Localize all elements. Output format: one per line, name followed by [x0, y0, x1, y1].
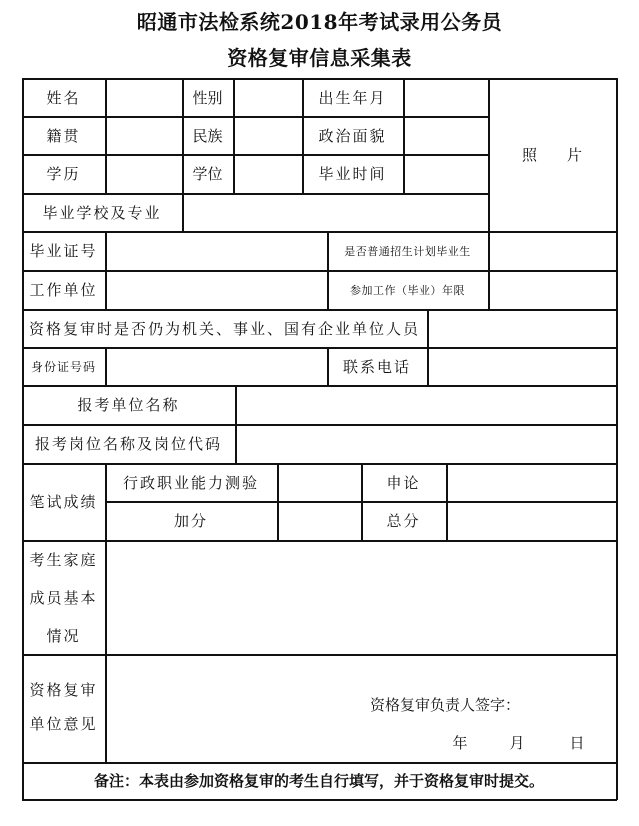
- written-score-label: 笔试成绩: [29, 493, 98, 511]
- degree-label: 学位: [192, 165, 223, 183]
- education-label: 学历: [46, 165, 81, 183]
- family-label: [22, 540, 105, 654]
- diploma-no-label: 毕业证号: [29, 242, 98, 260]
- phone-label: 联系电话: [342, 357, 411, 376]
- work-unit-label: 工作单位: [29, 281, 98, 299]
- political-status-field[interactable]: [403, 116, 488, 154]
- still-employed-label: 资格复审时是否仍为机关、事业、国有企业单位人员: [28, 319, 420, 338]
- still-employed-field[interactable]: [427, 309, 616, 347]
- apply-post-field[interactable]: [235, 424, 616, 463]
- reviewer-signature-label: 资格复审负责人签字：: [370, 695, 521, 714]
- ethnicity-label: 民族: [192, 126, 223, 145]
- school-major-field[interactable]: [182, 193, 488, 231]
- id-no-field[interactable]: [105, 347, 327, 385]
- essay-field[interactable]: [446, 463, 616, 501]
- id-no-label: 身份证号码: [30, 359, 96, 374]
- work-years-label: 参加工作（毕业）年限: [350, 283, 465, 297]
- date-day-label: 日: [569, 733, 585, 752]
- degree-field[interactable]: [233, 154, 302, 193]
- political-status-label: 政治面貌: [318, 126, 387, 145]
- date-month-label: 月: [509, 733, 525, 752]
- date-year-label: 年: [452, 733, 468, 752]
- grid-line: [22, 799, 617, 801]
- review-opinion-label: [22, 654, 105, 762]
- birth-label: 出生年月: [318, 88, 387, 107]
- graduation-time-field[interactable]: [403, 154, 488, 193]
- regular-plan-label: 是否普通招生计划毕业生: [344, 244, 471, 258]
- school-major-label: 毕业学校及专业: [42, 203, 162, 222]
- bonus-label: 加分: [173, 512, 208, 530]
- review-opinion-label-line1: 资格复审: [29, 680, 98, 699]
- remark-note: 备注：本表由参加资格复审的考生自行填写，并于资格复审时提交。: [93, 772, 544, 790]
- form-title-line2: 资格复审信息采集表: [227, 46, 412, 70]
- bonus-field[interactable]: [277, 501, 361, 540]
- family-label-line3: 情况: [46, 626, 81, 645]
- phone-field[interactable]: [427, 347, 616, 385]
- education-field[interactable]: [105, 154, 182, 193]
- regular-plan-field[interactable]: [488, 231, 616, 270]
- diploma-no-field[interactable]: [105, 231, 327, 270]
- aptitude-test-label: 行政职业能力测验: [122, 473, 259, 492]
- name-field[interactable]: [105, 78, 182, 116]
- family-label-line2: 成员基本: [29, 588, 98, 607]
- essay-label: 申论: [386, 473, 421, 492]
- gender-field[interactable]: [233, 78, 302, 116]
- name-label: 姓名: [46, 88, 81, 107]
- apply-post-label: 报考岗位名称及岗位代码: [34, 435, 222, 453]
- apply-unit-field[interactable]: [235, 385, 616, 424]
- family-label-line1: 考生家庭: [29, 550, 98, 569]
- family-field[interactable]: [105, 540, 616, 654]
- graduation-time-label: 毕业时间: [318, 165, 387, 183]
- work-years-field[interactable]: [488, 270, 616, 309]
- aptitude-test-field[interactable]: [277, 463, 361, 501]
- photo-box[interactable]: 照 片: [521, 146, 582, 164]
- review-opinion-field[interactable]: [105, 654, 616, 762]
- review-opinion-label-line2: 单位意见: [29, 714, 98, 733]
- ethnicity-field[interactable]: [233, 116, 302, 154]
- work-unit-field[interactable]: [105, 270, 327, 309]
- native-place-label: 籍贯: [46, 126, 81, 145]
- total-label: 总分: [386, 512, 421, 530]
- apply-unit-label: 报考单位名称: [77, 396, 180, 414]
- birth-field[interactable]: [403, 78, 488, 116]
- native-place-field[interactable]: [105, 116, 182, 154]
- total-field[interactable]: [446, 501, 616, 540]
- gender-label: 性别: [192, 88, 223, 107]
- grid-line: [616, 78, 618, 800]
- form-title-line1: 昭通市法检系统2018年考试录用公务员: [136, 10, 503, 34]
